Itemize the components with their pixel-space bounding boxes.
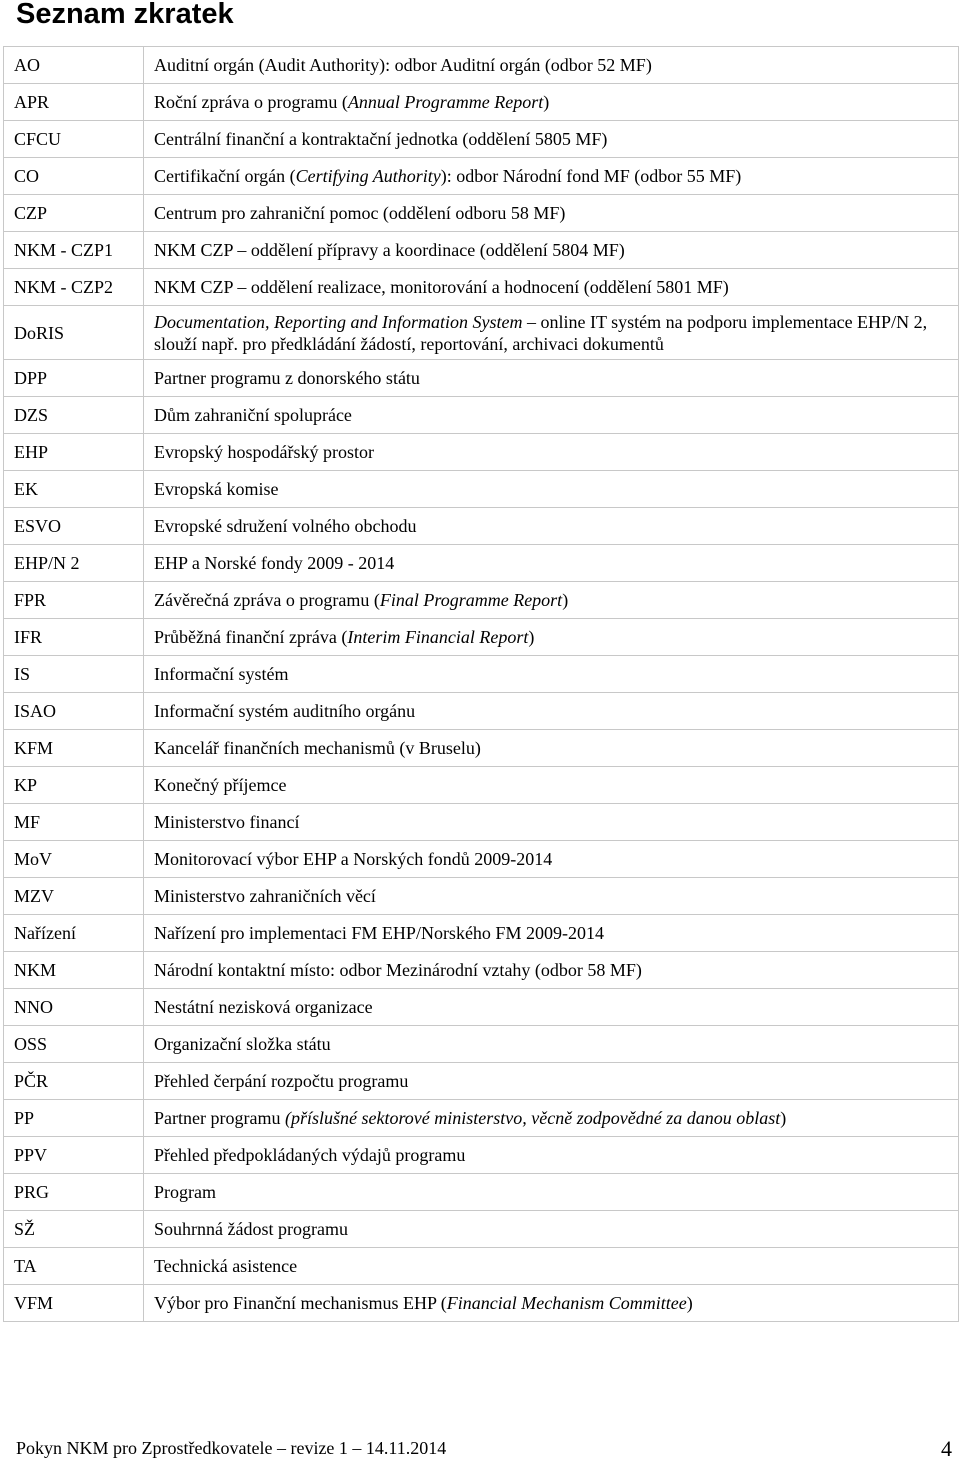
description-part: ): odbor Národní fond MF (odbor 55 MF): [440, 166, 742, 186]
page-title: Seznam zkratek: [16, 0, 234, 30]
abbreviation-cell: AO: [4, 47, 144, 84]
table-row: [4, 952, 959, 989]
description-cell: NKM CZP – oddělení přípravy a koordinace (oddělení 5804 MF): [144, 232, 959, 269]
table-row: [4, 471, 959, 508]
table-row: [4, 508, 959, 545]
table-row: [4, 693, 959, 730]
description-part: ): [562, 590, 569, 610]
abbreviation-cell: DPP: [4, 360, 144, 397]
description-cell: [144, 84, 959, 121]
abbreviation-cell: ESVO: [4, 508, 144, 545]
description-part: ): [686, 1293, 693, 1313]
table-row: [4, 989, 959, 1026]
footer-text: Pokyn NKM pro Zprostředkovatele – revize 1 – 14.11.2014: [16, 1438, 447, 1458]
table-row: [4, 397, 959, 434]
abbreviation-cell: PP: [4, 1100, 144, 1137]
table-row: [4, 1063, 959, 1100]
table-row: [4, 1174, 959, 1211]
description-cell: Partner programu z donorského státu: [144, 360, 959, 397]
abbreviations-table: [3, 46, 959, 1322]
description-cell: Konečný příjemce: [144, 767, 959, 804]
description-cell: Národní kontaktní místo: odbor Mezinárodní vztahy (odbor 58 MF): [144, 952, 959, 989]
abbreviation-cell: VFM: [4, 1285, 144, 1322]
table-row: [4, 1100, 959, 1137]
table-row: [4, 1248, 959, 1285]
abbreviations-table-body: [4, 47, 959, 1322]
abbreviation-cell: IS: [4, 656, 144, 693]
description-part: Průběžná finanční zpráva (: [154, 627, 348, 647]
abbreviation-cell: MZV: [4, 878, 144, 915]
description-cell: Dům zahraniční spolupráce: [144, 397, 959, 434]
abbreviation-cell: DoRIS: [4, 306, 144, 360]
abbreviation-cell: EK: [4, 471, 144, 508]
table-row: [4, 767, 959, 804]
abbreviation-cell: KFM: [4, 730, 144, 767]
abbreviation-cell: MF: [4, 804, 144, 841]
table-row: [4, 434, 959, 471]
table-row: [4, 84, 959, 121]
abbreviation-cell: PPV: [4, 1137, 144, 1174]
page-number: 4: [941, 1436, 952, 1461]
table-row: [4, 232, 959, 269]
description-cell: Monitorovací výbor EHP a Norských fondů 2009-2014: [144, 841, 959, 878]
description-cell: Přehled čerpání rozpočtu programu: [144, 1063, 959, 1100]
description-cell: Evropský hospodářský prostor: [144, 434, 959, 471]
abbreviation-cell: FPR: [4, 582, 144, 619]
description-cell: Centrální finanční a kontraktační jednotka (oddělení 5805 MF): [144, 121, 959, 158]
abbreviation-cell: TA: [4, 1248, 144, 1285]
description-cell: [144, 582, 959, 619]
abbreviation-cell: APR: [4, 84, 144, 121]
table-row: [4, 1211, 959, 1248]
description-italic-part: Interim Financial Report: [347, 627, 529, 647]
description-cell: Kancelář finančních mechanismů (v Bruselu): [144, 730, 959, 767]
description-italic-part: (příslušné sektorové ministerstvo, věcně zodpovědné za danou oblast: [284, 1108, 781, 1128]
description-italic-part: Certifying Authority: [295, 166, 441, 186]
table-row: [4, 360, 959, 397]
table-row: [4, 878, 959, 915]
abbreviation-cell: NKM - CZP1: [4, 232, 144, 269]
description-cell: Ministerstvo financí: [144, 804, 959, 841]
description-cell: [144, 306, 959, 360]
description-cell: NKM CZP – oddělení realizace, monitorování a hodnocení (oddělení 5801 MF): [144, 269, 959, 306]
description-cell: EHP a Norské fondy 2009 - 2014: [144, 545, 959, 582]
table-row: [4, 1285, 959, 1322]
table-row: [4, 269, 959, 306]
description-italic-part: Financial Mechanism Committee: [446, 1293, 687, 1313]
table-row: [4, 915, 959, 952]
description-part: ): [780, 1108, 787, 1128]
description-cell: Organizační složka státu: [144, 1026, 959, 1063]
description-part: Certifikační orgán (: [154, 166, 296, 186]
abbreviation-cell: NKM - CZP2: [4, 269, 144, 306]
table-row: [4, 158, 959, 195]
table-row: [4, 841, 959, 878]
description-italic-part: Documentation, Reporting and Information System: [154, 311, 523, 332]
table-row: [4, 306, 959, 360]
description-cell: Technická asistence: [144, 1248, 959, 1285]
description-part: ): [528, 627, 535, 647]
description-cell: Informační systém: [144, 656, 959, 693]
abbreviation-cell: CO: [4, 158, 144, 195]
table-row: [4, 47, 959, 84]
abbreviation-cell: IFR: [4, 619, 144, 656]
table-row: [4, 730, 959, 767]
description-part: Výbor pro Finanční mechanismus EHP (: [154, 1293, 447, 1313]
description-cell: Nařízení pro implementaci FM EHP/Norského FM 2009-2014: [144, 915, 959, 952]
abbreviation-cell: PČR: [4, 1063, 144, 1100]
description-cell: Centrum pro zahraniční pomoc (oddělení odboru 58 MF): [144, 195, 959, 232]
description-cell: [144, 158, 959, 195]
description-cell: Ministerstvo zahraničních věcí: [144, 878, 959, 915]
description-part: ): [543, 92, 550, 112]
abbreviation-cell: OSS: [4, 1026, 144, 1063]
abbreviation-cell: ISAO: [4, 693, 144, 730]
description-cell: [144, 1100, 959, 1137]
description-cell: Auditní orgán (Audit Authority): odbor Auditní orgán (odbor 52 MF): [144, 47, 959, 84]
description-cell: Evropská komise: [144, 471, 959, 508]
abbreviation-cell: CFCU: [4, 121, 144, 158]
table-row: [4, 619, 959, 656]
description-cell: [144, 1285, 959, 1322]
table-row: [4, 1137, 959, 1174]
abbreviation-cell: NNO: [4, 989, 144, 1026]
abbreviation-cell: PRG: [4, 1174, 144, 1211]
abbreviation-cell: Nařízení: [4, 915, 144, 952]
description-cell: Nestátní nezisková organizace: [144, 989, 959, 1026]
abbreviation-cell: MoV: [4, 841, 144, 878]
description-part: – online IT systém na podporu implementace EHP/N 2, slouží např. pro předkládání žádostí, reportování, archivaci dokumentů: [154, 311, 928, 354]
table-row: [4, 656, 959, 693]
description-cell: [144, 619, 959, 656]
description-cell: Informační systém auditního orgánu: [144, 693, 959, 730]
table-row: [4, 582, 959, 619]
table-row: [4, 121, 959, 158]
description-cell: Přehled předpokládaných výdajů programu: [144, 1137, 959, 1174]
description-cell: Evropské sdružení volného obchodu: [144, 508, 959, 545]
table-row: [4, 545, 959, 582]
abbreviation-cell: KP: [4, 767, 144, 804]
table-row: [4, 195, 959, 232]
description-cell: Program: [144, 1174, 959, 1211]
abbreviation-cell: EHP: [4, 434, 144, 471]
table-row: [4, 1026, 959, 1063]
description-part: Roční zpráva o programu (: [154, 92, 348, 112]
abbreviation-cell: DZS: [4, 397, 144, 434]
description-part: Partner programu: [154, 1108, 285, 1128]
abbreviation-cell: CZP: [4, 195, 144, 232]
description-italic-part: Final Programme Report: [379, 590, 563, 610]
description-part: Závěrečná zpráva o programu (: [154, 590, 380, 610]
abbreviation-cell: NKM: [4, 952, 144, 989]
abbreviation-cell: EHP/N 2: [4, 545, 144, 582]
description-cell: Souhrnná žádost programu: [144, 1211, 959, 1248]
abbreviation-cell: SŽ: [4, 1211, 144, 1248]
description-italic-part: Annual Programme Report: [347, 92, 544, 112]
table-row: [4, 804, 959, 841]
